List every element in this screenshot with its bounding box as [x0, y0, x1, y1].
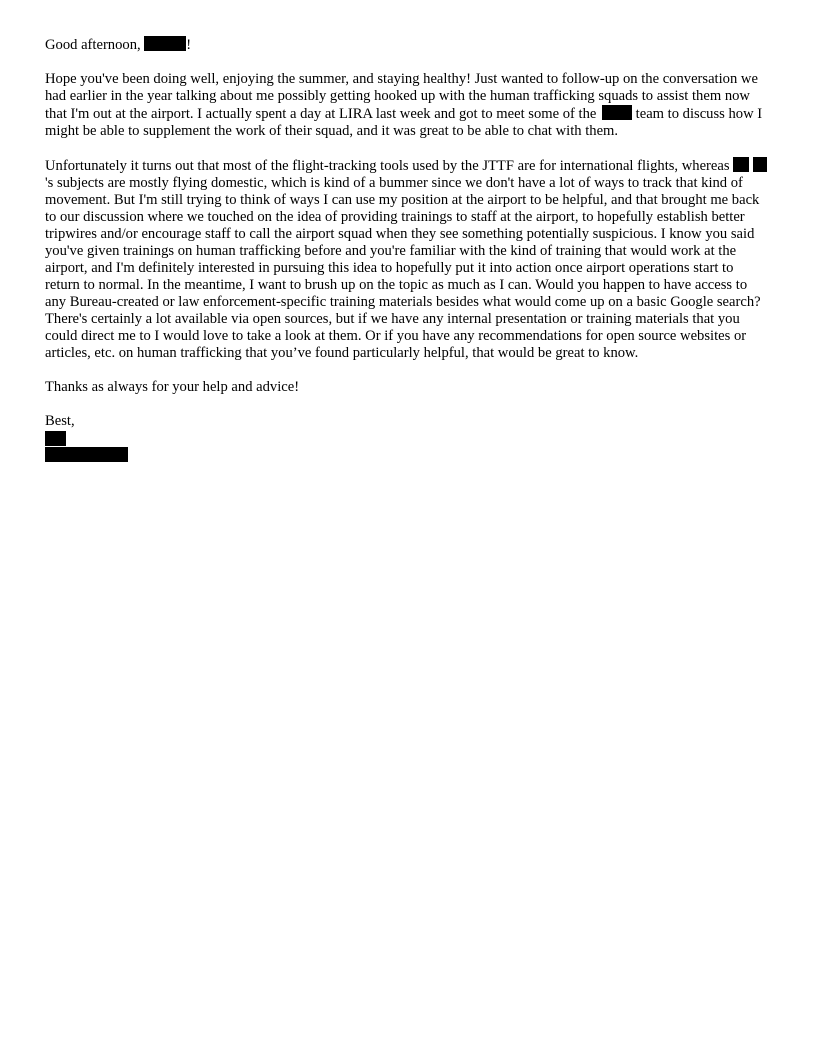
redacted-recipient-name — [144, 36, 186, 51]
paragraph-training-text-2: 's subjects are mostly flying domestic, which is kind of a bummer since we don't have a lot of ways to track that kind of movement. But I'm still trying to think of ways I can use my position at the airport to be helpful, and that brought me back to our discussion where we touched on the idea of providing trainings to staff at the airport, to hopefully establish better tripwires and/or encourage staff to call the airport squad when they see something potentially suspicious. I know you said you've given trainings on human trafficking before and you're familiar with the kind of training that would work at the airport, and I'm definitely interested in pursuing this idea to hopefully put it into action once airport operations start to return to normal. In the meantime, I want to brush up on the topic as much as I can. Would you happen to have access to any Bureau-created or law enforcement-specific training materials besides what would come up on a basic Google search? There's certainly a lot available via open sources, but if we have any internal presentation or training materials that you could direct me to I would love to take a look at them. Or if you have any recommendations for open source websites or articles, etc. on human trafficking that you’ve found particularly helpful, that would be great to know. — [45, 175, 761, 361]
signature-block — [45, 413, 769, 462]
email-body — [45, 36, 769, 462]
paragraph-training-text-1: Unfortunately it turns out that most of the flight-tracking tools used by the JTTF are for international flights, whereas — [45, 158, 734, 174]
signoff-text: Best, — [45, 413, 75, 429]
redacted-org-name-part-2 — [753, 157, 767, 172]
redacted-signature-name — [45, 431, 66, 446]
redacted-signature-title — [45, 447, 128, 462]
paragraph-training — [45, 157, 769, 362]
greeting-suffix: ! — [186, 37, 192, 53]
greeting-text: Good afternoon, — [45, 37, 145, 53]
redacted-team-name — [602, 105, 632, 120]
redacted-org-name-part-1 — [733, 157, 749, 172]
paragraph-thanks: Thanks as always for your help and advice! — [45, 379, 300, 395]
paragraph-followup — [45, 71, 769, 140]
greeting-line — [45, 36, 769, 54]
paragraph-followup-text-2: team to discuss how I might be able to supplement the work of their squad, and it was great to be able to chat with them. — [45, 106, 763, 139]
paragraph-followup-text-1: Hope you've been doing well, enjoying the summer, and staying healthy! Just wanted to follow-up on the conversation we had earlier in the year talking about me possibly getting hooked up with the human trafficking squads to assist them now that I'm out at the airport. I actually spent a day at LIRA last week and got to meet some of the — [45, 71, 758, 122]
